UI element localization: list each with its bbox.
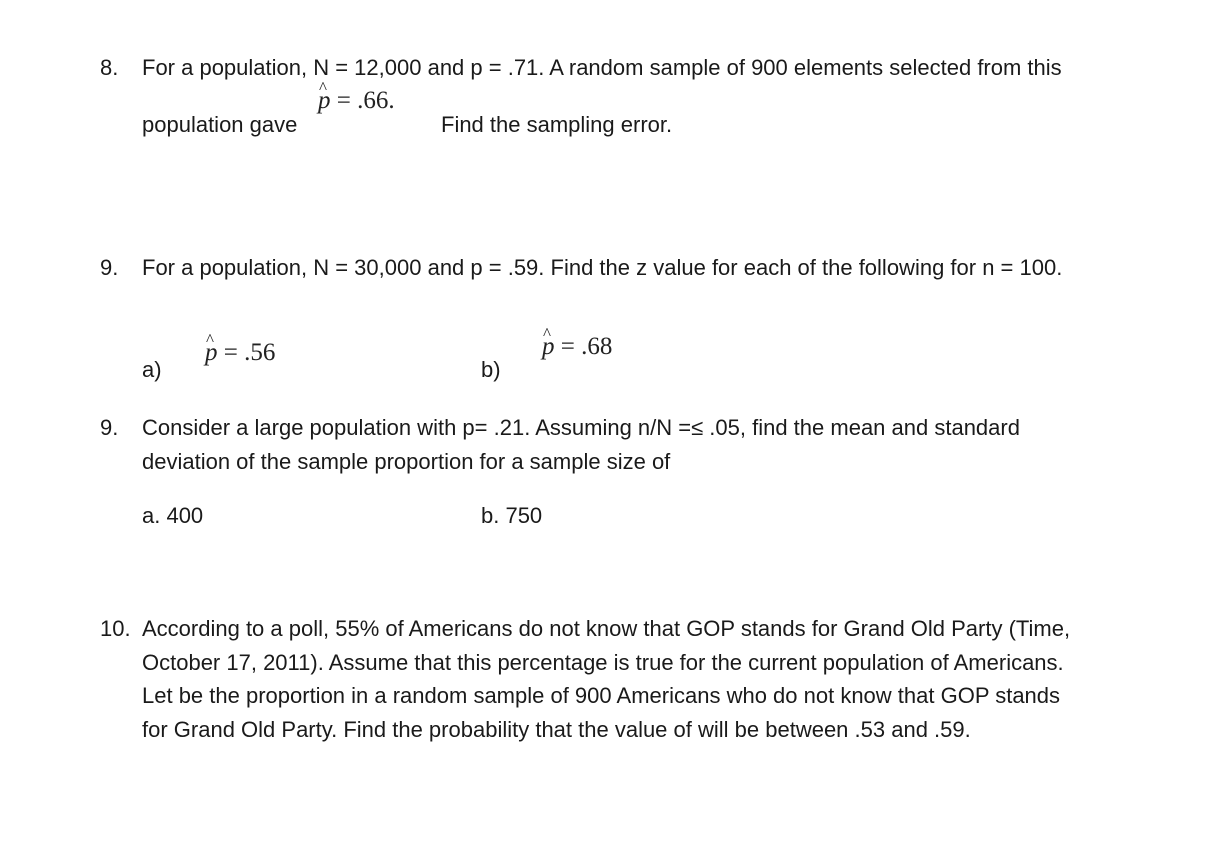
q8-number: 8. [100,55,119,80]
q10-number: 10. [100,616,131,641]
q9b-line2: deviation of the sample proportion for a sample size of [142,449,671,474]
q9a-part-a-label: a) [142,357,162,382]
q10-line1: According to a poll, 55% of Americans do not know that GOP stands for Grand Old Party (Time, [142,616,1071,641]
q8-phat-value: = .66. [336,87,395,114]
q10-line3: Let be the proportion in a random sample of 900 Americans who do not know that GOP stands [142,683,1061,708]
q9a-number: 9. [100,255,119,280]
q9a-part-a-value: = .56 [223,339,276,366]
q9a-line1: For a population, N = 30,000 and p = .59. Find the z value for each of the following for n = 100. [142,255,1063,280]
q9a-part-b-formula [542,332,612,362]
q10-line2: October 17, 2011). Assume that this percentage is true for the current population of Americans. [142,650,1064,675]
q9a-part-b-value: = .68 [560,333,613,360]
q8-line2-suffix: Find the sampling error. [441,112,673,137]
q9b-part-a: a. 400 [142,503,204,528]
q9b-part-b: b. 750 [481,503,543,528]
q9b-line1: Consider a large population with p= .21. Assuming n/N =≤ .05, find the mean and standard [142,415,1020,440]
q9a-part-a-formula [205,338,275,368]
q10-line4: for Grand Old Party. Find the probability that the value of will be between .53 and .59. [142,717,971,742]
q9a-part-b-phat: ^ p [542,332,555,362]
q8-line1: For a population, N = 12,000 and p = .71. A random sample of 900 elements selected from this [142,55,1062,80]
q8-line2-prefix: population gave [142,112,298,137]
q9b-number: 9. [100,415,119,440]
q8-phat-symbol: ^ p [318,86,331,116]
q9a-part-b-label: b) [481,357,501,382]
q9a-part-a-phat: ^ p [205,338,218,368]
q8-phat-formula [318,86,395,116]
